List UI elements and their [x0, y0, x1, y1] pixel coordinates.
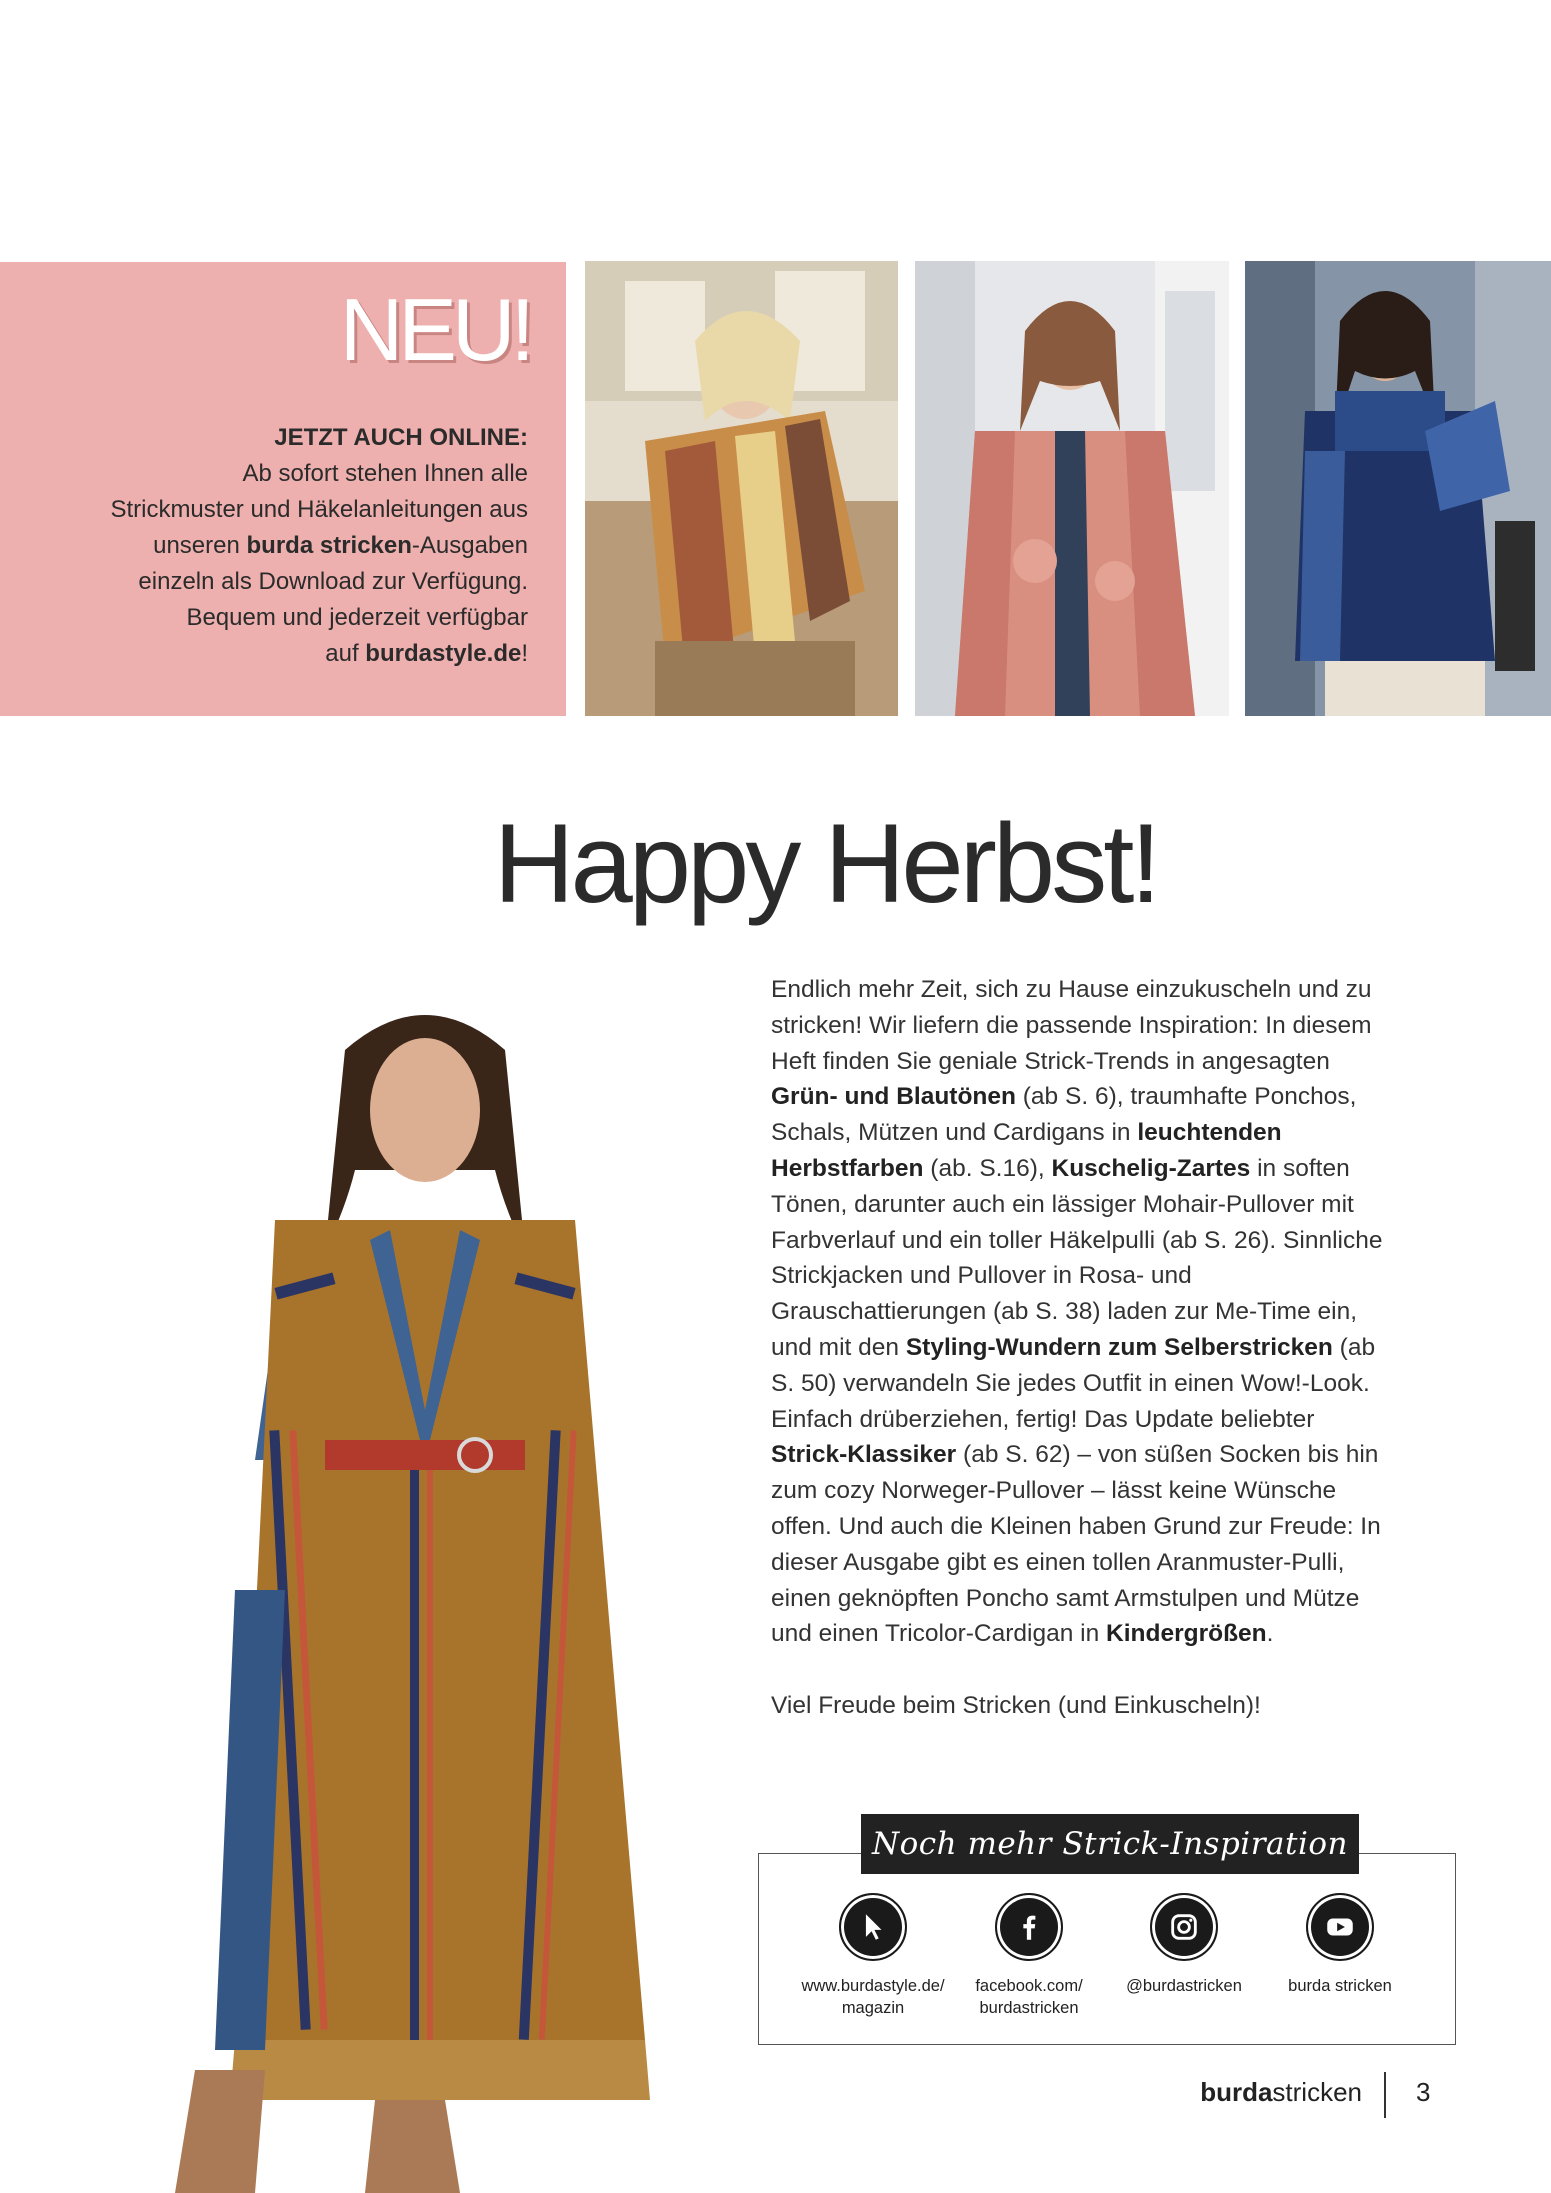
text-run-7: . — [1266, 1620, 1274, 1648]
intro-paragraph — [771, 972, 1391, 1652]
highlight-klassiker: Strick-Klassiker — [771, 1441, 957, 1469]
text-run-1: Endlich mehr Zeit, sich zu Hause einzukuscheln und zu stricken! Wir liefern die passende Inspiration: In diesem Heft finden Sie geniale Strick-Trends in angesagten — [771, 976, 1372, 1075]
text-run-2: (ab S. 6), traumhafte Ponchos, Schals, Mützen und Cardigans in — [771, 1083, 1357, 1147]
highlight-kids: Kindergrößen — [1106, 1620, 1267, 1648]
social-label-website[interactable]: www.burdastyle.de/ magazin — [801, 1977, 945, 2017]
text-run-4: in soften Tönen, darunter auch ein lässiger Mohair-Pullover mit Farbverlauf und ein toller Häkelpulli (ab S. 26). Sinnliche Strickjacken und Pullover in Rosa- und Grauschattierungen (ab S. 38) laden zur Me-Time ein, und mit den — [771, 1154, 1383, 1361]
social-label-instagram[interactable]: @burdastricken — [1126, 1977, 1242, 1995]
promo-line-5: Bequem und jederzeit verfügbar — [186, 604, 528, 631]
social-item-website[interactable] — [788, 1893, 958, 2019]
brand-bold: burda — [1200, 2077, 1273, 2107]
brand-link-text: burda stricken — [246, 532, 412, 559]
promo-line-3-pre: unseren — [153, 532, 247, 559]
photo-model-blue-sweater — [1245, 261, 1551, 716]
highlight-kuschelig: Kuschelig-Zartes — [1051, 1154, 1251, 1182]
social-banner: Noch mehr Strick-Inspiration auf: — [861, 1814, 1359, 1874]
text-run-3: (ab. S.16), — [923, 1154, 1052, 1182]
social-label-facebook[interactable]: facebook.com/ burdastricken — [975, 1977, 1083, 2017]
promo-text — [8, 420, 528, 672]
facebook-icon[interactable] — [995, 1893, 1063, 1961]
cursor-icon[interactable] — [839, 1893, 907, 1961]
highlight-autumn-colors: leuchtenden Herbstfarben — [771, 1119, 1282, 1182]
promo-line-1: Ab sofort stehen Ihnen alle — [242, 460, 528, 487]
promo-line-6-post: ! — [521, 640, 528, 667]
photo-model-striped-scarf — [585, 261, 898, 716]
page-number: 3 — [1416, 2077, 1431, 2107]
text-run-6: (ab S. 62) – von süßen Socken bis hin zum cozy Norweger-Pullover – lässt keine Wünsche offen. Und auch die Kleinen haben Grund zur Freude: In dieser Ausgabe gibt es einen tollen Aranmuster-Pulli, einen geknöpften Poncho samt Armstulpen und Mütze und einen Tricolor-Cardigan in — [771, 1441, 1381, 1648]
youtube-icon[interactable] — [1306, 1893, 1374, 1961]
promo-line-4: einzeln als Download zur Verfügung. — [138, 568, 528, 595]
closing-line: Viel Freude beim Stricken (und Einkuscheln)! — [771, 1691, 1261, 1719]
instagram-icon[interactable] — [1150, 1893, 1218, 1961]
footer-divider — [1384, 2072, 1386, 2118]
brand-logo — [1186, 2074, 1362, 2110]
brand-light: stricken — [1272, 2077, 1362, 2107]
promo-heading: JETZT AUCH ONLINE: — [274, 424, 528, 451]
promo-badge: NEU! — [339, 280, 530, 379]
intro-article — [771, 972, 1391, 1724]
photo-model-striped-poncho — [175, 990, 675, 2193]
headline-text: Happy Herbst! — [493, 801, 1158, 926]
highlight-green-blue: Grün- und Blautönen — [771, 1083, 1016, 1111]
social-label-youtube[interactable]: burda stricken — [1288, 1977, 1392, 1995]
promo-line-2: Strickmuster und Häkelanleitungen aus — [110, 496, 528, 523]
page-title — [0, 801, 1551, 926]
website-link[interactable]: burdastyle.de — [365, 640, 522, 667]
photo-model-pink-cardigan — [915, 261, 1229, 716]
social-item-instagram[interactable] — [1099, 1893, 1269, 1997]
highlight-styling: Styling-Wundern zum Selberstricken — [905, 1333, 1333, 1361]
promo-line-6-pre: auf — [325, 640, 366, 667]
text-run-5: (ab S. 50) verwandeln Sie jedes Outfit in einen Wow!-Look. Einfach drüberziehen, fertig! Das Update beliebter — [771, 1333, 1376, 1433]
promo-box — [0, 262, 566, 716]
social-item-facebook[interactable] — [944, 1893, 1114, 2019]
social-item-youtube[interactable] — [1255, 1893, 1425, 1997]
promo-line-3-post: -Ausgaben — [411, 532, 528, 559]
